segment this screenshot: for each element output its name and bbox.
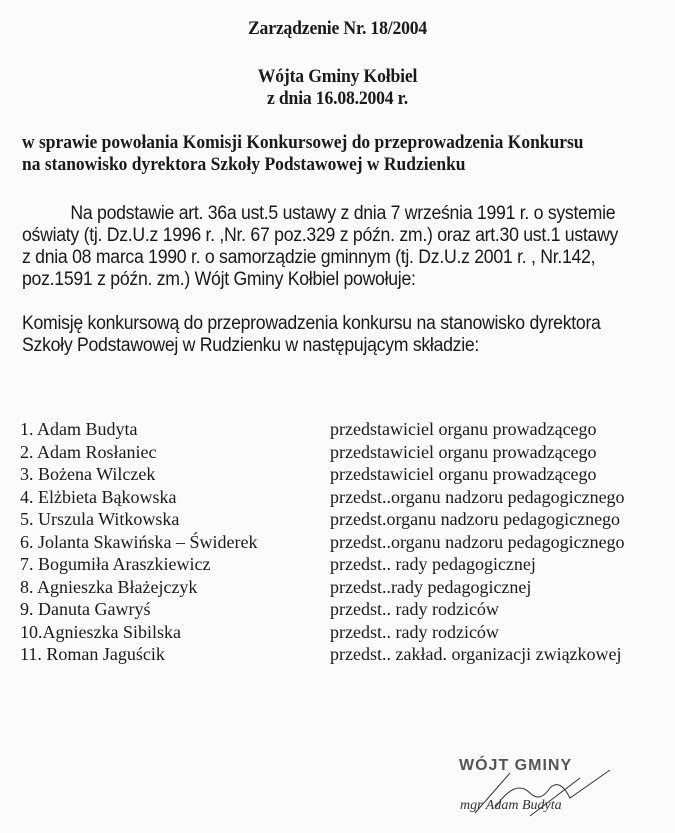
member-row bbox=[20, 441, 670, 464]
member-row bbox=[20, 553, 670, 576]
member-role: przedst.. rady rodziców bbox=[330, 621, 499, 642]
member-role: przedst.. rady rodziców bbox=[330, 599, 499, 619]
committee-members-list bbox=[20, 418, 670, 666]
legal-basis-line bbox=[22, 203, 617, 225]
member-role: przedst..rady pedagogicznej bbox=[330, 576, 532, 597]
member-role: przedst.. zakład. organizacji związkowej bbox=[330, 644, 622, 664]
member-row bbox=[20, 486, 670, 509]
member-role: przedst.organu nadzoru pedagogicznego bbox=[330, 509, 621, 529]
legal-basis-line: z dnia 08 marca 1990 r. o samorządzie gminnym (tj. Dz.U.z 2001 r. , Nr.142, bbox=[22, 247, 596, 268]
subject-line: w sprawie powołania Komisji Konkursowej do przeprowadzenia Konkursu bbox=[22, 132, 584, 153]
legal-basis-line: poz.1591 z późn. zm.) Wójt Gminy Kołbiel powołuje: bbox=[22, 269, 416, 290]
member-role: przedst.. rady pedagogicznej bbox=[330, 554, 536, 574]
legal-basis-paragraph bbox=[22, 203, 617, 291]
member-row bbox=[20, 418, 670, 441]
member-role: przedstawiciel organu prowadzącego bbox=[330, 464, 597, 484]
document-heading: Zarządzenie Nr. 18/2004 bbox=[247, 18, 428, 39]
signatory-name: mgr Adam Budyta bbox=[460, 798, 562, 813]
member-role: przedst..organu nadzoru pedagogicznego bbox=[330, 531, 625, 552]
member-name: 2. Adam Rosłaniec bbox=[20, 441, 157, 462]
member-role: przedstawiciel organu prowadzącego bbox=[330, 419, 597, 439]
member-row bbox=[20, 463, 670, 486]
member-name: 4. Elżbieta Bąkowska bbox=[20, 486, 177, 507]
member-name: 7. Bogumiła Araszkiewicz bbox=[20, 554, 211, 574]
member-name: 9. Danuta Gawryś bbox=[20, 599, 151, 619]
member-row bbox=[20, 621, 670, 644]
document-issuer: Wójta Gminy Kołbiel bbox=[257, 66, 418, 87]
legal-basis-line: oświaty (tj. Dz.U.z 1996 r. ,Nr. 67 poz.329 z późn. zm.) oraz art.30 ust.1 ustawy bbox=[22, 225, 619, 246]
member-row bbox=[20, 531, 670, 554]
document-subject bbox=[22, 132, 629, 176]
member-row bbox=[20, 643, 670, 666]
member-name: 10.Agnieszka Sibilska bbox=[20, 621, 181, 642]
intro-line: Komisję konkursową do przeprowadzenia konkursu na stanowisko dyrektora bbox=[22, 313, 601, 334]
member-name: 3. Bożena Wilczek bbox=[20, 464, 156, 484]
member-role: przedstawiciel organu prowadzącego bbox=[330, 441, 597, 462]
member-name: 5. Urszula Witkowska bbox=[20, 509, 180, 529]
member-role: przedst..organu nadzoru pedagogicznego bbox=[330, 486, 625, 507]
member-row bbox=[20, 508, 670, 531]
member-name: 1. Adam Budyta bbox=[20, 419, 138, 439]
member-name: 8. Agnieszka Błażejczyk bbox=[20, 576, 198, 597]
official-stamp: WÓJT GMINY bbox=[459, 757, 573, 774]
document-date: z dnia 16.08.2004 r. bbox=[267, 88, 408, 109]
intro-line: Szkoły Podstawowej w Rudzienku w następującym składzie: bbox=[22, 335, 480, 356]
member-row bbox=[20, 598, 670, 621]
member-name: 6. Jolanta Skawińska – Świderek bbox=[20, 531, 258, 552]
legal-basis-text: Na podstawie art. 36a ust.5 ustawy z dnia 7 września 1991 r. o systemie bbox=[70, 203, 616, 224]
member-row bbox=[20, 576, 670, 599]
committee-intro-paragraph bbox=[22, 313, 617, 357]
subject-line: na stanowisko dyrektora Szkoły Podstawowej w Rudzienku bbox=[22, 154, 466, 175]
member-name: 11. Roman Jaguścik bbox=[20, 644, 165, 664]
